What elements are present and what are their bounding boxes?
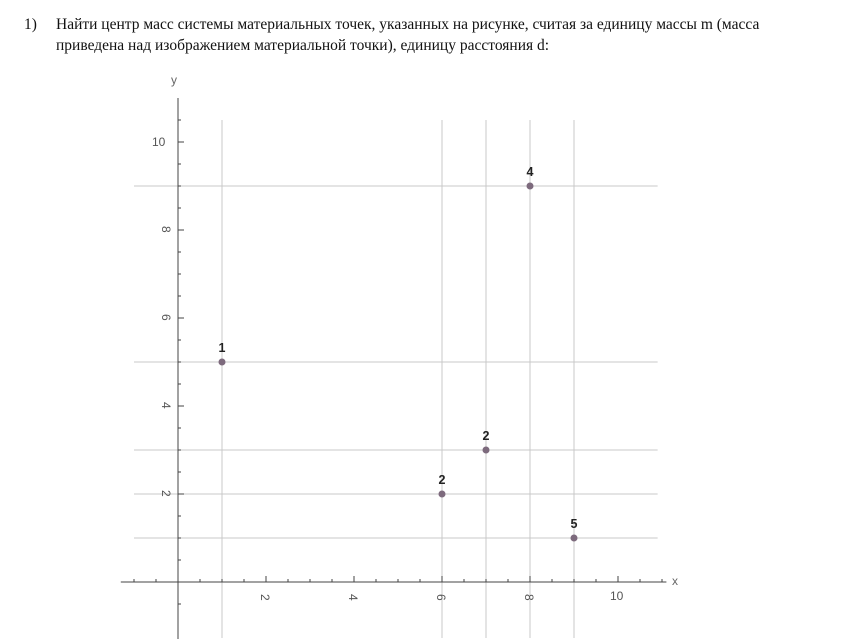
point-mass-label: 2: [482, 429, 490, 443]
x-tick-label: 6: [434, 594, 448, 601]
point-mass-label: 1: [218, 341, 226, 355]
point-mass-label: 2: [438, 473, 446, 487]
problem-number: 1): [24, 16, 37, 33]
x-axis-label: x: [672, 574, 678, 588]
data-point: [439, 491, 446, 498]
point-mass-label: 5: [570, 517, 578, 531]
x-tick-label: 2: [258, 594, 272, 601]
x-tick-label: 8: [522, 594, 536, 601]
x-tick-label: 10: [610, 589, 624, 603]
data-point: [483, 447, 490, 454]
y-tick-label: 4: [159, 402, 173, 409]
data-point: [219, 359, 226, 366]
y-tick-label: 8: [159, 226, 173, 233]
y-tick-label: 10: [152, 135, 166, 149]
point-mass-label: 4: [526, 165, 534, 179]
data-point: [571, 535, 578, 542]
x-tick-label: 4: [346, 594, 360, 601]
y-tick-label: 2: [159, 490, 173, 497]
data-point: [527, 183, 534, 190]
y-axis-label: y: [171, 73, 177, 87]
problem-text: Найти центр масс системы материальных точек, указанных на рисунке, считая за единицу массы m (масса приведена над изображением материальной точки), единицу расстояния d:: [56, 16, 760, 54]
grid-lines: [134, 120, 658, 638]
y-tick-label: 6: [159, 314, 173, 321]
data-points: [219, 165, 578, 542]
axes: [121, 98, 667, 639]
